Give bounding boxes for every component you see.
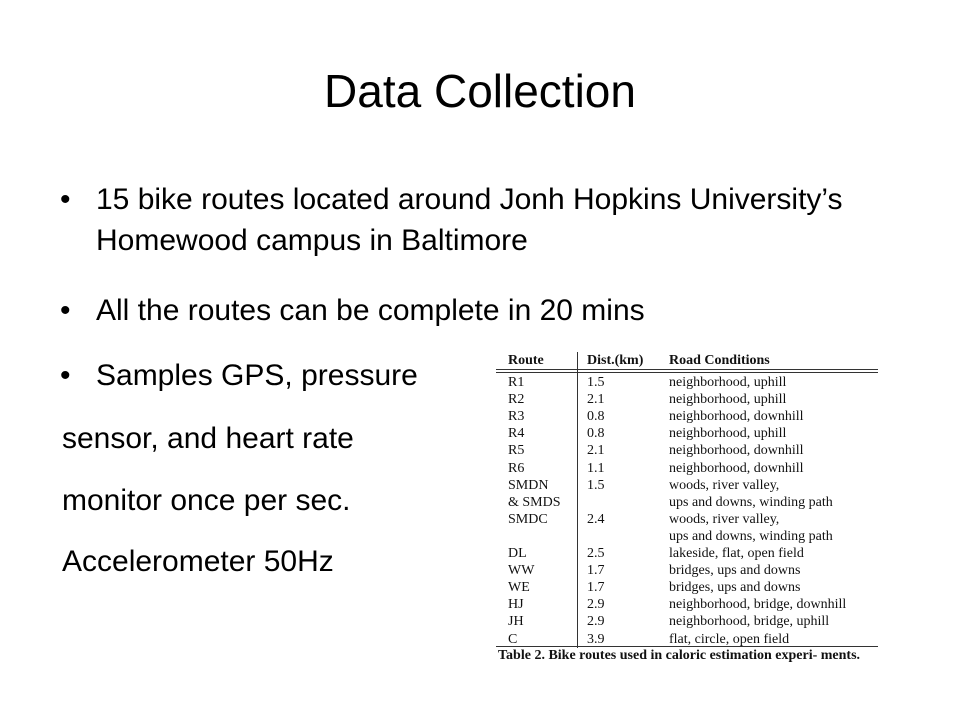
cell-road-conditions: ups and downs, winding path xyxy=(669,494,833,510)
cell-road-conditions: lakeside, flat, open field xyxy=(669,546,804,561)
cell-road-conditions: neighborhood, uphill xyxy=(669,392,787,408)
cell-distance: 0.8 xyxy=(587,409,605,425)
cell-route: JH xyxy=(508,614,524,630)
header-distance: Dist.(km) xyxy=(587,353,644,368)
cell-route: WE xyxy=(508,580,530,596)
cell-distance: 3.9 xyxy=(587,631,605,647)
cell-road-conditions: bridges, ups and downs xyxy=(669,580,801,596)
table-row xyxy=(496,613,878,630)
cell-road-conditions: neighborhood, uphill xyxy=(669,375,787,390)
table-caption: Table 2. Bike routes used in caloric estimation experi- ments. xyxy=(498,648,861,663)
header-rule-top xyxy=(496,369,878,370)
cell-distance: 2.1 xyxy=(587,443,605,459)
cell-distance: 2.9 xyxy=(587,614,605,630)
cell-distance: 2.9 xyxy=(587,597,605,613)
cell-route: & SMDS xyxy=(508,494,561,510)
table-row xyxy=(496,528,878,545)
table-row xyxy=(496,477,878,494)
slide-title: Data Collection xyxy=(324,65,636,117)
cell-route: SMDN xyxy=(508,477,549,493)
cell-road-conditions: neighborhood, bridge, uphill xyxy=(669,614,830,630)
cell-road-conditions: flat, circle, open field xyxy=(669,631,790,647)
cell-distance: 2.1 xyxy=(587,392,605,408)
cell-distance: 0.8 xyxy=(587,426,605,442)
cell-route: WW xyxy=(508,563,535,579)
cell-distance: 2.4 xyxy=(587,511,605,527)
table-row xyxy=(496,545,878,562)
table-row xyxy=(496,596,878,613)
cell-road-conditions: woods, river valley, xyxy=(669,511,780,527)
table-row xyxy=(496,460,878,477)
text-sampling-line-2: sensor, and heart rate xyxy=(62,422,354,455)
cell-distance: 1.5 xyxy=(587,477,605,493)
table-row xyxy=(496,494,878,511)
table-row xyxy=(496,579,878,596)
cell-route: R3 xyxy=(508,409,525,425)
table-row xyxy=(496,631,878,648)
text-accelerometer: Accelerometer 50Hz xyxy=(62,545,334,578)
table-row xyxy=(496,562,878,579)
header-rule-bottom xyxy=(496,372,878,373)
cell-route: R4 xyxy=(508,426,525,442)
header-road-conditions: Road Conditions xyxy=(669,353,770,368)
header-route: Route xyxy=(508,353,544,368)
table-row xyxy=(496,511,878,528)
table-row xyxy=(496,442,878,459)
cell-road-conditions: neighborhood, downhill xyxy=(669,443,804,459)
table-row xyxy=(496,374,878,391)
text-sampling-line-3: monitor once per sec. xyxy=(62,484,351,517)
cell-route: C xyxy=(508,631,518,647)
cell-road-conditions: bridges, ups and downs xyxy=(669,563,801,579)
bullet-route-duration: • All the routes can be complete in 20 mins xyxy=(96,290,896,331)
cell-distance: 1.1 xyxy=(587,460,605,476)
cell-route: R5 xyxy=(508,443,525,459)
cell-road-conditions: ups and downs, winding path xyxy=(669,528,833,544)
cell-distance: 1.5 xyxy=(587,375,605,390)
table-row xyxy=(496,425,878,442)
cell-route: R6 xyxy=(508,460,525,476)
cell-route: SMDC xyxy=(508,511,548,527)
cell-road-conditions: neighborhood, bridge, downhill xyxy=(669,597,847,613)
bullet-sampling: • Samples GPS, pressure xyxy=(96,355,516,396)
cell-road-conditions: neighborhood, uphill xyxy=(669,426,787,442)
cell-distance: 1.7 xyxy=(587,563,605,579)
cell-distance: 2.5 xyxy=(587,546,605,561)
table-header-row xyxy=(496,352,878,369)
bullet-bike-routes: • 15 bike routes located around Jonh Hopkins University’s Homewood campus in Baltimore xyxy=(96,179,896,261)
table-row xyxy=(496,408,878,425)
cell-route: DL xyxy=(508,546,527,561)
cell-road-conditions: woods, river valley, xyxy=(669,477,780,493)
table-bottom-rule xyxy=(496,646,878,647)
cell-route: HJ xyxy=(508,597,524,613)
table-row xyxy=(496,391,878,408)
bike-routes-table xyxy=(496,348,878,688)
cell-road-conditions: neighborhood, downhill xyxy=(669,460,804,476)
cell-route: R2 xyxy=(508,392,525,408)
cell-route: R1 xyxy=(508,375,525,390)
cell-distance: 1.7 xyxy=(587,580,605,596)
cell-road-conditions: neighborhood, downhill xyxy=(669,409,804,425)
